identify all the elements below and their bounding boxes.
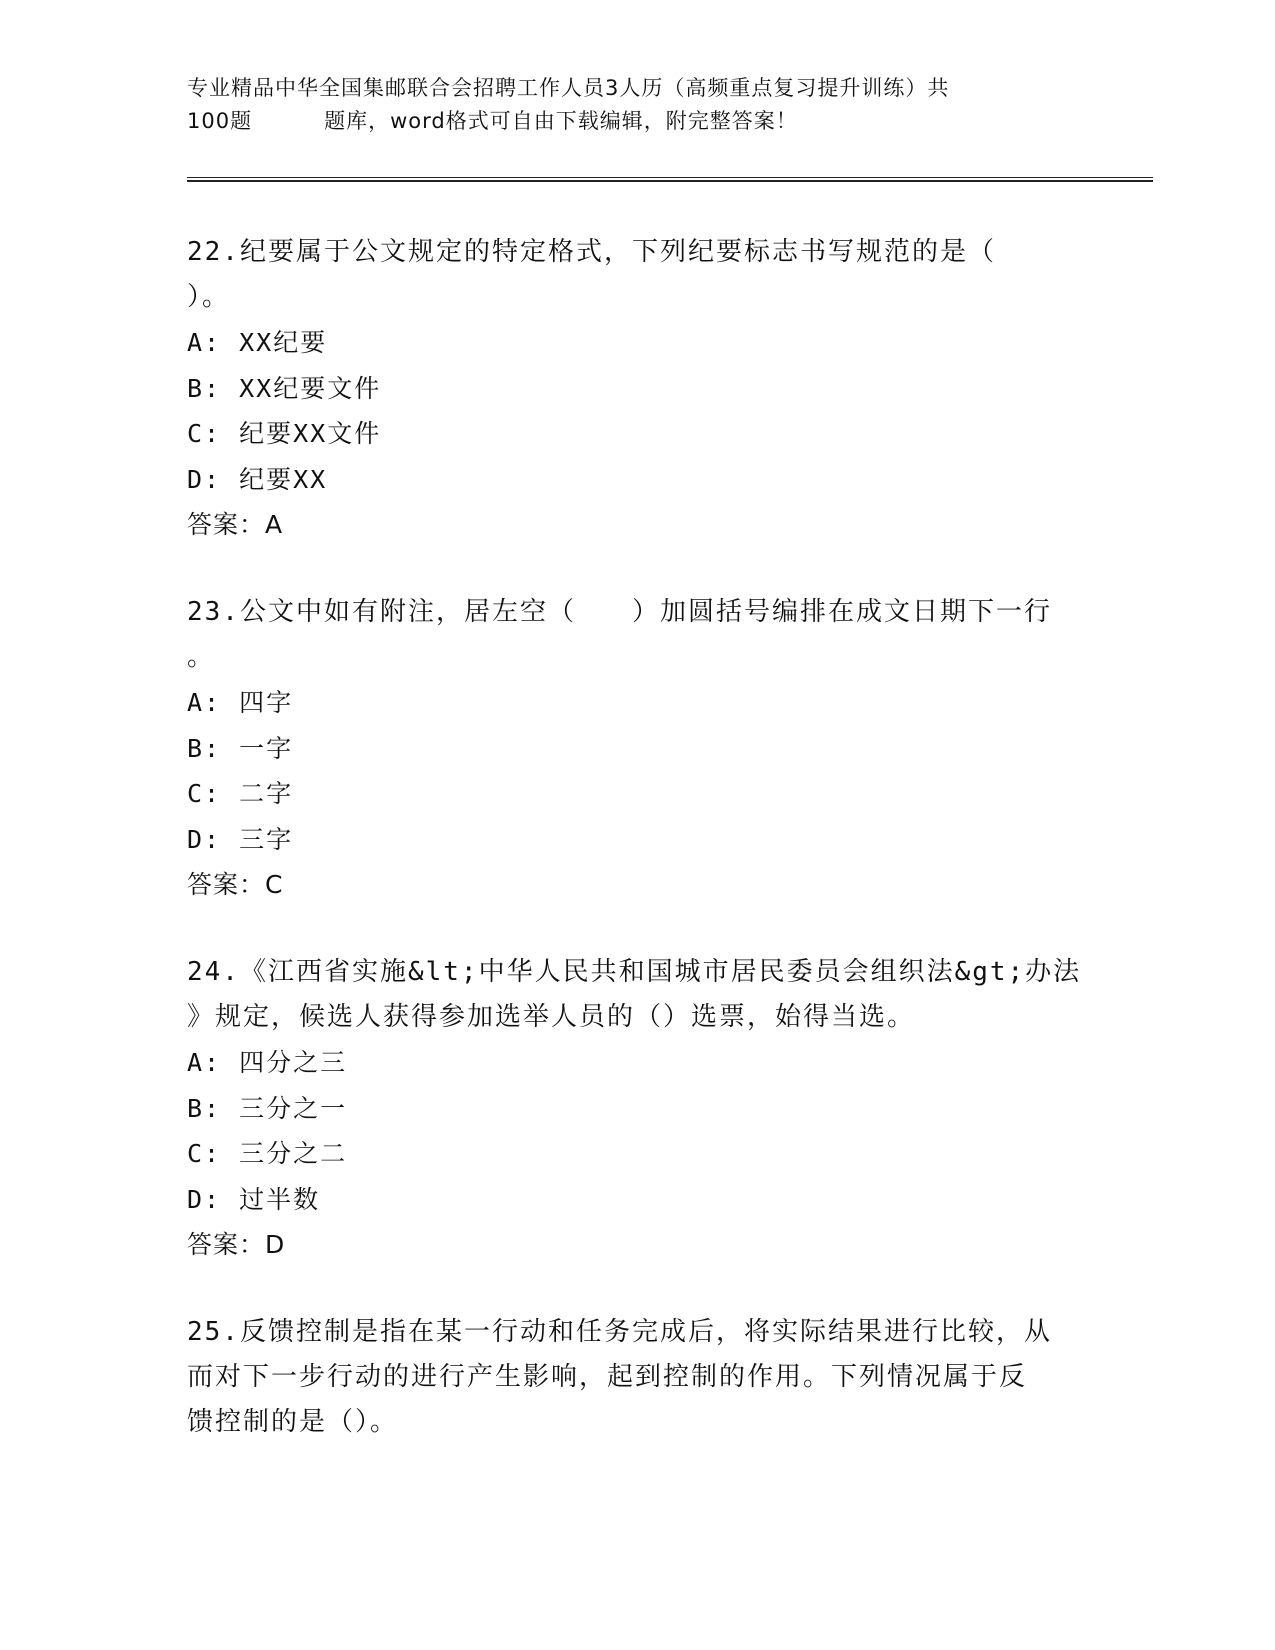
- answer-line: 答案：A: [187, 510, 284, 539]
- question-block: [187, 590, 1087, 908]
- option-text: 一字: [239, 733, 294, 763]
- question-stem-line: 。: [187, 642, 216, 672]
- question-stem: [187, 230, 1087, 320]
- option-b: [187, 1086, 1087, 1132]
- option-text: 四字: [239, 688, 294, 717]
- option-key: A:: [187, 1048, 222, 1077]
- question-stem: [187, 590, 1087, 680]
- answer-line: 答案：D: [187, 1230, 286, 1259]
- header-title-line-1: 专业精品中华全国集邮联合会招聘工作人员3人历（高频重点复习提升训练）共: [187, 76, 950, 100]
- option-text: XX纪要: [239, 328, 328, 357]
- option-b: [187, 366, 1087, 412]
- question-block: [187, 230, 1087, 548]
- question-stem: [187, 950, 1087, 1040]
- option-a: [187, 680, 1087, 726]
- option-key: B:: [187, 1093, 222, 1123]
- question-block: [187, 950, 1087, 1268]
- option-text: 过半数: [239, 1184, 321, 1214]
- option-text: 三分之一: [239, 1093, 348, 1123]
- question-stem-line: 22.纪要属于公文规定的特定格式，下列纪要标志书写规范的是（: [187, 237, 996, 267]
- option-key: C:: [187, 419, 222, 448]
- option-text: 三分之二: [239, 1139, 348, 1168]
- question-stem-line: 》规定，候选人获得参加选举人员的（）选票，始得当选。: [187, 1002, 916, 1032]
- option-text: 纪要XX文件: [239, 419, 382, 448]
- option-key: C:: [187, 1139, 222, 1168]
- option-key: D:: [187, 464, 222, 494]
- option-c: [187, 771, 1087, 817]
- option-c: [187, 411, 1087, 457]
- header-divider: [187, 177, 1153, 182]
- option-b: [187, 726, 1087, 772]
- answer-line: 答案：C: [187, 870, 284, 899]
- option-text: 二字: [239, 779, 294, 808]
- document-header: [187, 72, 1087, 138]
- question-stem: [187, 1310, 1087, 1445]
- option-text: 纪要XX: [239, 464, 328, 494]
- option-c: [187, 1131, 1087, 1177]
- option-key: A:: [187, 328, 222, 357]
- question-stem-line: 馈控制的是（）。: [187, 1407, 399, 1437]
- option-d: [187, 1177, 1087, 1223]
- option-d: [187, 817, 1087, 863]
- option-a: [187, 320, 1087, 366]
- option-key: B:: [187, 733, 222, 763]
- option-key: B:: [187, 373, 222, 403]
- header-question-count: 100题: [187, 109, 253, 133]
- option-key: A:: [187, 688, 222, 717]
- option-a: [187, 1040, 1087, 1086]
- header-description: 题库，word格式可自由下载编辑，附完整答案！: [324, 109, 798, 133]
- question-stem-line: ）。: [187, 282, 231, 312]
- option-text: 三字: [239, 824, 294, 854]
- question-stem-line: 24.《江西省实施&lt;中华人民共和国城市居民委员会组织法&gt;办法: [187, 957, 1082, 987]
- option-d: [187, 457, 1087, 503]
- option-text: 四分之三: [239, 1048, 348, 1077]
- option-key: D:: [187, 1184, 222, 1214]
- option-key: C:: [187, 779, 222, 808]
- question-stem-line: 25.反馈控制是指在某一行动和任务完成后，将实际结果进行比较，从: [187, 1317, 1052, 1347]
- header-title-line-2: [187, 105, 1087, 138]
- question-block: [187, 1310, 1087, 1445]
- question-stem-line: 23.公文中如有附注，居左空（ ）加圆括号编排在成文日期下一行: [187, 597, 1052, 627]
- option-key: D:: [187, 824, 222, 854]
- option-text: XX纪要文件: [239, 373, 382, 403]
- question-stem-line: 而对下一步行动的进行产生影响，起到控制的作用。下列情况属于反: [187, 1362, 1028, 1392]
